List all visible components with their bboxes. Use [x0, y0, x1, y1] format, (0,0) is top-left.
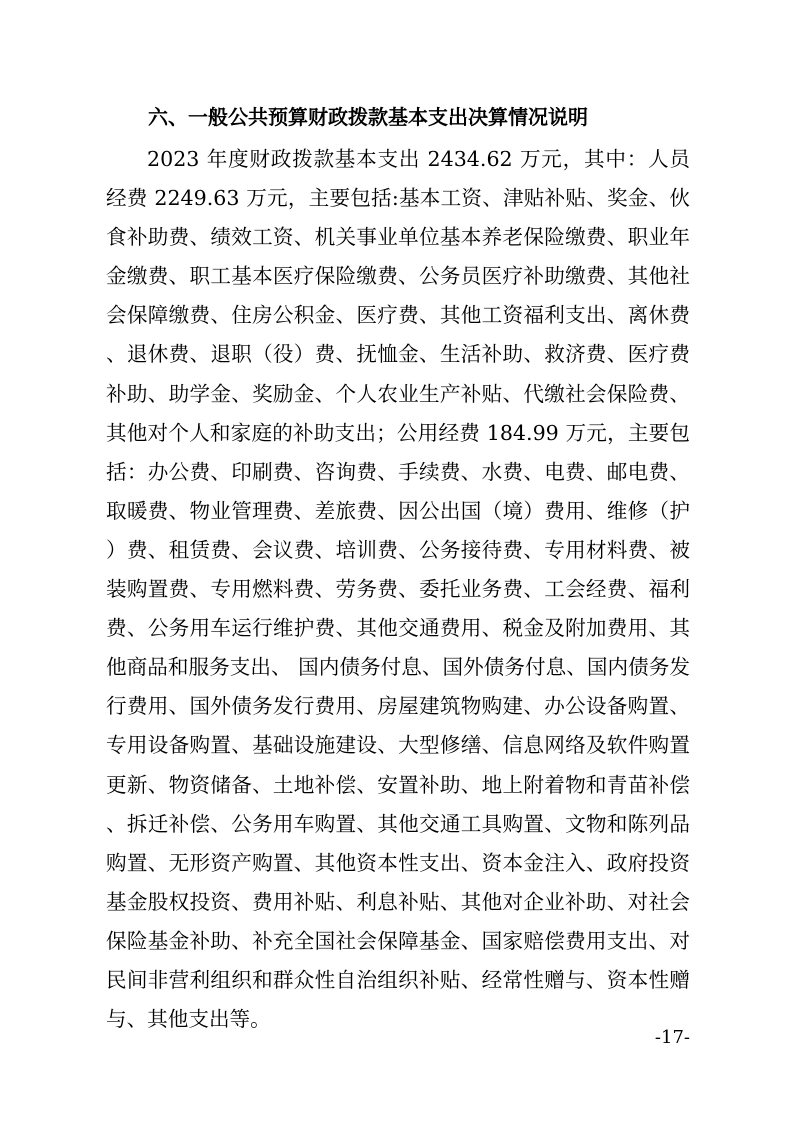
section-heading: 六、一般公共预算财政拨款基本支出决算情况说明 — [148, 105, 588, 129]
page-number: -17- — [654, 1027, 690, 1048]
body-paragraph: 2023 年度财政拨款基本支出 2434.62 万元，其中：人员经费 2249.63 万元，主要包括:基本工资、津贴补贴、奖金、伙食补助费、绩效工资、机关事业单位基本养老保险缴费、职业年金缴费、职工基本医疗保险缴费、公务员医疗补助缴费、其他社会保障缴费、住房公积金、医疗费、其他工资福利支出、离休费、退休费、退职（役）费、抚恤金、生活补助、救济费、医疗费补助、助学金、奖励金、个人农业生产补贴、代缴社会保险费、其他对个人和家庭的补助支出；公用经费 184.99 万元，主要包括：办公费、印刷费、咨询费、手续费、水费、电费、邮电费、取暖费、物业管理费、差旅费、因公出国（境）费用、维修（护）费、租赁费、会议费、培训费、公务接待费、专用材料费、被装购置费、专用燃料费、劳务费、委托业务费、工会经费、福利费、公务用车运行维护费、其他交通费用、税金及附加费用、其他商品和服务支出、 国内债务付息、国外债务付息、国内债务发行费用、国外债务发行费用、房屋建筑物购建、办公设备购置、专用设备购置、基础设施建设、大型修缮、信息网络及软件购置更新、物资储备、土地补偿、安置补助、地上附着物和青苗补偿、拆迁补偿、公务用车购置、其他交通工具购置、文物和陈列品购置、无形资产购置、其他资本性支出、资本金注入、政府投资基金股权投资、费用补贴、利息补贴、其他对企业补助、对社会保险基金补助、补充全国社会保障基金、国家赔偿费用支出、对民间非营利组织和群众性自治组织补贴、经常性赠与、资本性赠与、其他支出等。 — [106, 147, 690, 1032]
